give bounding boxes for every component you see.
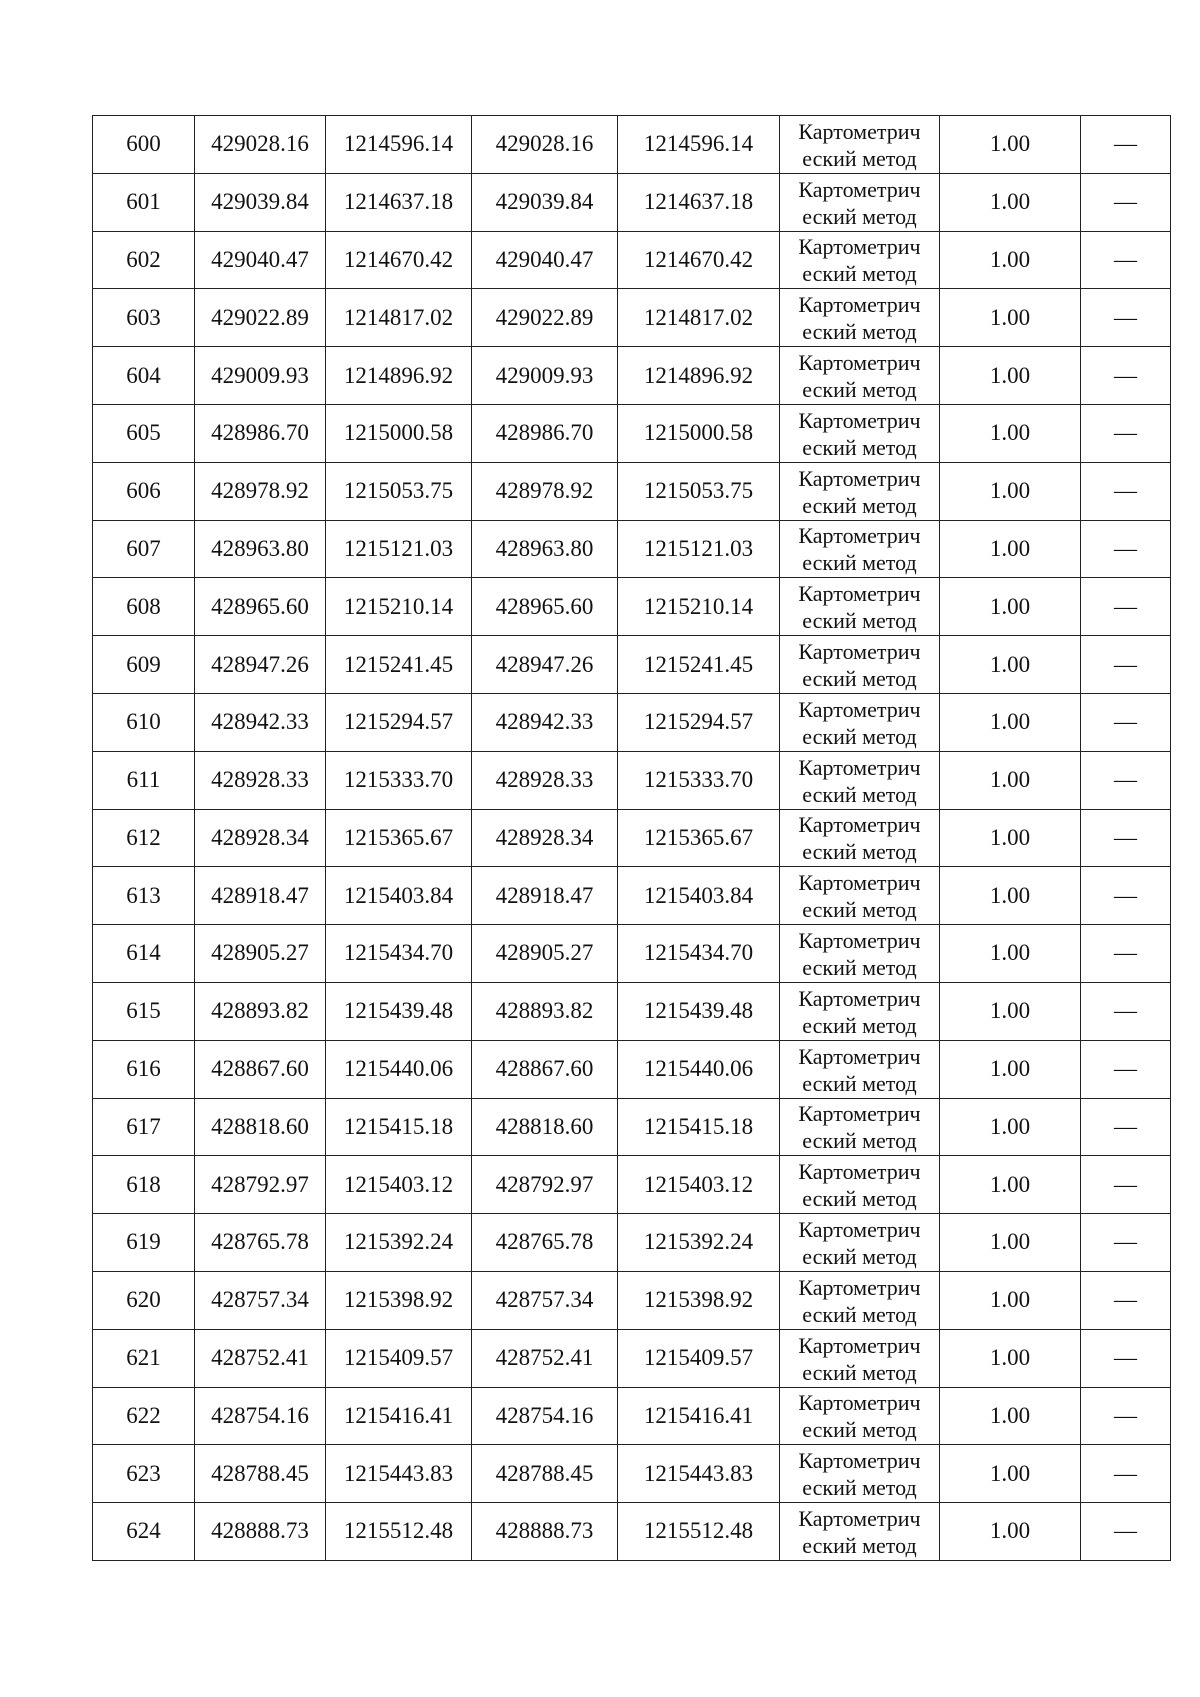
y-existing-cell: 1214817.02 xyxy=(326,289,472,347)
method-line-2: еский метод xyxy=(802,1186,917,1212)
point-number-cell: 613 xyxy=(93,867,195,925)
x-refined-cell: 428867.60 xyxy=(472,1040,618,1098)
y-existing-cell: 1214637.18 xyxy=(326,173,472,231)
method-line-1: Картометрич xyxy=(798,812,921,838)
method-cell xyxy=(780,520,940,578)
y-refined-cell: 1215294.57 xyxy=(618,693,780,751)
method-cell xyxy=(780,1271,940,1329)
method-cell xyxy=(780,462,940,520)
x-existing-cell: 428947.26 xyxy=(195,636,326,694)
note-cell: — xyxy=(1081,578,1171,636)
note-cell: — xyxy=(1081,116,1171,174)
method-line-1: Картометрич xyxy=(798,1332,921,1358)
accuracy-cell: 1.00 xyxy=(940,925,1081,983)
method-line-2: еский метод xyxy=(802,897,917,923)
accuracy-cell: 1.00 xyxy=(940,1387,1081,1445)
y-existing-cell: 1215053.75 xyxy=(326,462,472,520)
x-refined-cell: 428928.33 xyxy=(472,751,618,809)
accuracy-cell: 1.00 xyxy=(940,809,1081,867)
point-number-cell: 624 xyxy=(93,1503,195,1561)
accuracy-cell: 1.00 xyxy=(940,751,1081,809)
y-existing-cell: 1215241.45 xyxy=(326,636,472,694)
y-refined-cell: 1215403.12 xyxy=(618,1156,780,1214)
x-refined-cell: 428942.33 xyxy=(472,693,618,751)
y-refined-cell: 1215440.06 xyxy=(618,1040,780,1098)
y-refined-cell: 1215365.67 xyxy=(618,809,780,867)
method-cell xyxy=(780,982,940,1040)
note-cell: — xyxy=(1081,982,1171,1040)
x-existing-cell: 428986.70 xyxy=(195,404,326,462)
point-number-cell: 622 xyxy=(93,1387,195,1445)
table-row xyxy=(93,1329,1171,1387)
x-existing-cell: 429039.84 xyxy=(195,173,326,231)
table-row xyxy=(93,982,1171,1040)
accuracy-cell: 1.00 xyxy=(940,173,1081,231)
point-number-cell: 606 xyxy=(93,462,195,520)
table-row xyxy=(93,1445,1171,1503)
method-line-2: еский метод xyxy=(802,955,917,981)
y-refined-cell: 1215416.41 xyxy=(618,1387,780,1445)
x-refined-cell: 428754.16 xyxy=(472,1387,618,1445)
method-line-2: еский метод xyxy=(802,145,917,171)
method-line-1: Картометрич xyxy=(798,118,921,144)
y-existing-cell: 1215409.57 xyxy=(326,1329,472,1387)
table-row xyxy=(93,751,1171,809)
y-refined-cell: 1215512.48 xyxy=(618,1503,780,1561)
table-row xyxy=(93,1098,1171,1156)
x-existing-cell: 428788.45 xyxy=(195,1445,326,1503)
method-cell xyxy=(780,693,940,751)
accuracy-cell: 1.00 xyxy=(940,1329,1081,1387)
note-cell: — xyxy=(1081,231,1171,289)
note-cell: — xyxy=(1081,1098,1171,1156)
method-cell xyxy=(780,1329,940,1387)
y-existing-cell: 1215000.58 xyxy=(326,404,472,462)
note-cell: — xyxy=(1081,173,1171,231)
note-cell: — xyxy=(1081,1503,1171,1561)
x-refined-cell: 428986.70 xyxy=(472,404,618,462)
point-number-cell: 607 xyxy=(93,520,195,578)
note-cell: — xyxy=(1081,1387,1171,1445)
y-existing-cell: 1215403.84 xyxy=(326,867,472,925)
method-line-1: Картометрич xyxy=(798,1390,921,1416)
x-refined-cell: 429039.84 xyxy=(472,173,618,231)
note-cell: — xyxy=(1081,1329,1171,1387)
y-refined-cell: 1215439.48 xyxy=(618,982,780,1040)
table-row xyxy=(93,1156,1171,1214)
method-line-2: еский метод xyxy=(802,1070,917,1096)
x-existing-cell: 428752.41 xyxy=(195,1329,326,1387)
note-cell: — xyxy=(1081,1040,1171,1098)
note-cell: — xyxy=(1081,693,1171,751)
method-line-1: Картометрич xyxy=(798,465,921,491)
x-refined-cell: 428792.97 xyxy=(472,1156,618,1214)
table-row xyxy=(93,462,1171,520)
point-number-cell: 619 xyxy=(93,1214,195,1272)
method-line-2: еский метод xyxy=(802,723,917,749)
method-cell xyxy=(780,925,940,983)
x-refined-cell: 428893.82 xyxy=(472,982,618,1040)
method-line-2: еский метод xyxy=(802,1475,917,1501)
y-refined-cell: 1214637.18 xyxy=(618,173,780,231)
y-refined-cell: 1214670.42 xyxy=(618,231,780,289)
point-number-cell: 614 xyxy=(93,925,195,983)
note-cell: — xyxy=(1081,462,1171,520)
y-existing-cell: 1215439.48 xyxy=(326,982,472,1040)
y-existing-cell: 1215294.57 xyxy=(326,693,472,751)
note-cell: — xyxy=(1081,1156,1171,1214)
accuracy-cell: 1.00 xyxy=(940,520,1081,578)
table-row xyxy=(93,520,1171,578)
method-line-2: еский метод xyxy=(802,1417,917,1443)
point-number-cell: 604 xyxy=(93,347,195,405)
y-refined-cell: 1215053.75 xyxy=(618,462,780,520)
point-number-cell: 605 xyxy=(93,404,195,462)
point-number-cell: 603 xyxy=(93,289,195,347)
method-line-1: Картометрич xyxy=(798,407,921,433)
table-row xyxy=(93,1503,1171,1561)
y-refined-cell: 1215121.03 xyxy=(618,520,780,578)
y-existing-cell: 1214896.92 xyxy=(326,347,472,405)
x-refined-cell: 428818.60 xyxy=(472,1098,618,1156)
method-cell xyxy=(780,1445,940,1503)
y-existing-cell: 1215392.24 xyxy=(326,1214,472,1272)
y-existing-cell: 1214670.42 xyxy=(326,231,472,289)
x-existing-cell: 428905.27 xyxy=(195,925,326,983)
table-row xyxy=(93,1040,1171,1098)
method-cell xyxy=(780,173,940,231)
method-line-2: еский метод xyxy=(802,261,917,287)
y-refined-cell: 1215415.18 xyxy=(618,1098,780,1156)
method-cell xyxy=(780,1214,940,1272)
method-cell xyxy=(780,289,940,347)
x-existing-cell: 428942.33 xyxy=(195,693,326,751)
table-row xyxy=(93,231,1171,289)
y-existing-cell: 1215443.83 xyxy=(326,1445,472,1503)
coordinates-table xyxy=(92,115,1171,1561)
accuracy-cell: 1.00 xyxy=(940,347,1081,405)
method-cell xyxy=(780,347,940,405)
method-line-1: Картометрич xyxy=(798,523,921,549)
method-line-1: Картометрич xyxy=(798,1159,921,1185)
method-line-2: еский метод xyxy=(802,377,917,403)
point-number-cell: 600 xyxy=(93,116,195,174)
y-refined-cell: 1215434.70 xyxy=(618,925,780,983)
x-refined-cell: 428752.41 xyxy=(472,1329,618,1387)
method-line-1: Картометрич xyxy=(798,1506,921,1532)
accuracy-cell: 1.00 xyxy=(940,1445,1081,1503)
x-existing-cell: 428963.80 xyxy=(195,520,326,578)
y-refined-cell: 1215409.57 xyxy=(618,1329,780,1387)
y-existing-cell: 1215121.03 xyxy=(326,520,472,578)
x-refined-cell: 429028.16 xyxy=(472,116,618,174)
y-existing-cell: 1215415.18 xyxy=(326,1098,472,1156)
point-number-cell: 609 xyxy=(93,636,195,694)
y-refined-cell: 1215443.83 xyxy=(618,1445,780,1503)
note-cell: — xyxy=(1081,1214,1171,1272)
method-line-2: еский метод xyxy=(802,781,917,807)
method-cell xyxy=(780,636,940,694)
x-refined-cell: 428788.45 xyxy=(472,1445,618,1503)
point-number-cell: 610 xyxy=(93,693,195,751)
method-line-2: еский метод xyxy=(802,1244,917,1270)
x-refined-cell: 428963.80 xyxy=(472,520,618,578)
method-line-1: Картометрич xyxy=(798,234,921,260)
note-cell: — xyxy=(1081,636,1171,694)
x-refined-cell: 428918.47 xyxy=(472,867,618,925)
table-row xyxy=(93,404,1171,462)
method-cell xyxy=(780,116,940,174)
y-existing-cell: 1215440.06 xyxy=(326,1040,472,1098)
y-existing-cell: 1215434.70 xyxy=(326,925,472,983)
note-cell: — xyxy=(1081,1271,1171,1329)
x-existing-cell: 428928.34 xyxy=(195,809,326,867)
y-existing-cell: 1215210.14 xyxy=(326,578,472,636)
x-existing-cell: 428754.16 xyxy=(195,1387,326,1445)
accuracy-cell: 1.00 xyxy=(940,578,1081,636)
method-line-1: Картометрич xyxy=(798,1043,921,1069)
point-number-cell: 620 xyxy=(93,1271,195,1329)
x-existing-cell: 428888.73 xyxy=(195,1503,326,1561)
method-line-1: Картометрич xyxy=(798,581,921,607)
method-line-1: Картометрич xyxy=(798,985,921,1011)
table-row xyxy=(93,173,1171,231)
x-existing-cell: 428867.60 xyxy=(195,1040,326,1098)
table-row xyxy=(93,809,1171,867)
method-line-1: Картометрич xyxy=(798,1217,921,1243)
method-line-1: Картометрич xyxy=(798,639,921,665)
x-existing-cell: 429040.47 xyxy=(195,231,326,289)
y-refined-cell: 1214896.92 xyxy=(618,347,780,405)
method-line-1: Картометрич xyxy=(798,696,921,722)
method-line-2: еский метод xyxy=(802,550,917,576)
point-number-cell: 616 xyxy=(93,1040,195,1098)
x-refined-cell: 428965.60 xyxy=(472,578,618,636)
table-row xyxy=(93,925,1171,983)
accuracy-cell: 1.00 xyxy=(940,636,1081,694)
method-line-2: еский метод xyxy=(802,1128,917,1154)
y-refined-cell: 1215333.70 xyxy=(618,751,780,809)
method-line-1: Картометрич xyxy=(798,1101,921,1127)
y-refined-cell: 1214817.02 xyxy=(618,289,780,347)
x-refined-cell: 429040.47 xyxy=(472,231,618,289)
method-line-2: еский метод xyxy=(802,319,917,345)
method-line-1: Картометрич xyxy=(798,292,921,318)
method-cell xyxy=(780,809,940,867)
x-existing-cell: 429009.93 xyxy=(195,347,326,405)
x-refined-cell: 428888.73 xyxy=(472,1503,618,1561)
note-cell: — xyxy=(1081,809,1171,867)
method-cell xyxy=(780,404,940,462)
method-cell xyxy=(780,1156,940,1214)
method-line-1: Картометрич xyxy=(798,350,921,376)
method-cell xyxy=(780,231,940,289)
method-cell xyxy=(780,578,940,636)
point-number-cell: 615 xyxy=(93,982,195,1040)
point-number-cell: 611 xyxy=(93,751,195,809)
accuracy-cell: 1.00 xyxy=(940,116,1081,174)
y-existing-cell: 1215365.67 xyxy=(326,809,472,867)
x-refined-cell: 428905.27 xyxy=(472,925,618,983)
x-refined-cell: 428757.34 xyxy=(472,1271,618,1329)
y-existing-cell: 1215416.41 xyxy=(326,1387,472,1445)
x-existing-cell: 428818.60 xyxy=(195,1098,326,1156)
x-existing-cell: 428893.82 xyxy=(195,982,326,1040)
method-line-1: Картометрич xyxy=(798,1274,921,1300)
x-refined-cell: 429022.89 xyxy=(472,289,618,347)
x-existing-cell: 428978.92 xyxy=(195,462,326,520)
x-refined-cell: 428928.34 xyxy=(472,809,618,867)
method-line-2: еский метод xyxy=(802,434,917,460)
method-cell xyxy=(780,1040,940,1098)
note-cell: — xyxy=(1081,520,1171,578)
table-row xyxy=(93,867,1171,925)
method-line-2: еский метод xyxy=(802,492,917,518)
method-cell xyxy=(780,1503,940,1561)
y-refined-cell: 1215000.58 xyxy=(618,404,780,462)
accuracy-cell: 1.00 xyxy=(940,1098,1081,1156)
method-line-2: еский метод xyxy=(802,1012,917,1038)
y-refined-cell: 1215210.14 xyxy=(618,578,780,636)
note-cell: — xyxy=(1081,1445,1171,1503)
x-refined-cell: 428947.26 xyxy=(472,636,618,694)
accuracy-cell: 1.00 xyxy=(940,1503,1081,1561)
accuracy-cell: 1.00 xyxy=(940,231,1081,289)
y-refined-cell: 1215398.92 xyxy=(618,1271,780,1329)
method-line-1: Картометрич xyxy=(798,870,921,896)
method-line-2: еский метод xyxy=(802,1533,917,1559)
method-cell xyxy=(780,1387,940,1445)
method-cell xyxy=(780,1098,940,1156)
method-line-2: еский метод xyxy=(802,1301,917,1327)
accuracy-cell: 1.00 xyxy=(940,404,1081,462)
note-cell: — xyxy=(1081,925,1171,983)
point-number-cell: 618 xyxy=(93,1156,195,1214)
note-cell: — xyxy=(1081,289,1171,347)
y-existing-cell: 1215333.70 xyxy=(326,751,472,809)
table-body xyxy=(93,116,1171,1561)
table-row xyxy=(93,116,1171,174)
accuracy-cell: 1.00 xyxy=(940,462,1081,520)
method-line-2: еский метод xyxy=(802,608,917,634)
x-existing-cell: 429022.89 xyxy=(195,289,326,347)
y-existing-cell: 1214596.14 xyxy=(326,116,472,174)
x-refined-cell: 428765.78 xyxy=(472,1214,618,1272)
point-number-cell: 612 xyxy=(93,809,195,867)
point-number-cell: 608 xyxy=(93,578,195,636)
x-existing-cell: 428765.78 xyxy=(195,1214,326,1272)
x-refined-cell: 429009.93 xyxy=(472,347,618,405)
table-row xyxy=(93,1271,1171,1329)
y-existing-cell: 1215512.48 xyxy=(326,1503,472,1561)
note-cell: — xyxy=(1081,347,1171,405)
method-line-2: еский метод xyxy=(802,666,917,692)
x-existing-cell: 428792.97 xyxy=(195,1156,326,1214)
accuracy-cell: 1.00 xyxy=(940,1156,1081,1214)
y-existing-cell: 1215398.92 xyxy=(326,1271,472,1329)
point-number-cell: 617 xyxy=(93,1098,195,1156)
x-existing-cell: 428965.60 xyxy=(195,578,326,636)
note-cell: — xyxy=(1081,404,1171,462)
table-row xyxy=(93,289,1171,347)
accuracy-cell: 1.00 xyxy=(940,693,1081,751)
point-number-cell: 601 xyxy=(93,173,195,231)
method-cell xyxy=(780,867,940,925)
x-existing-cell: 428928.33 xyxy=(195,751,326,809)
method-line-1: Картометрич xyxy=(798,928,921,954)
method-line-2: еский метод xyxy=(802,839,917,865)
table-row xyxy=(93,578,1171,636)
table-row xyxy=(93,1387,1171,1445)
y-refined-cell: 1215403.84 xyxy=(618,867,780,925)
table-row xyxy=(93,1214,1171,1272)
note-cell: — xyxy=(1081,751,1171,809)
method-line-1: Картометрич xyxy=(798,754,921,780)
method-line-1: Картометрич xyxy=(798,176,921,202)
method-cell xyxy=(780,751,940,809)
x-existing-cell: 428757.34 xyxy=(195,1271,326,1329)
accuracy-cell: 1.00 xyxy=(940,982,1081,1040)
x-refined-cell: 428978.92 xyxy=(472,462,618,520)
x-existing-cell: 429028.16 xyxy=(195,116,326,174)
accuracy-cell: 1.00 xyxy=(940,1214,1081,1272)
y-existing-cell: 1215403.12 xyxy=(326,1156,472,1214)
method-line-1: Картометрич xyxy=(798,1448,921,1474)
accuracy-cell: 1.00 xyxy=(940,1271,1081,1329)
table-row xyxy=(93,347,1171,405)
point-number-cell: 602 xyxy=(93,231,195,289)
point-number-cell: 623 xyxy=(93,1445,195,1503)
x-existing-cell: 428918.47 xyxy=(195,867,326,925)
method-line-2: еский метод xyxy=(802,1359,917,1385)
table-row xyxy=(93,636,1171,694)
note-cell: — xyxy=(1081,867,1171,925)
point-number-cell: 621 xyxy=(93,1329,195,1387)
accuracy-cell: 1.00 xyxy=(940,867,1081,925)
table-row xyxy=(93,693,1171,751)
y-refined-cell: 1215392.24 xyxy=(618,1214,780,1272)
method-line-2: еский метод xyxy=(802,203,917,229)
accuracy-cell: 1.00 xyxy=(940,289,1081,347)
y-refined-cell: 1214596.14 xyxy=(618,116,780,174)
accuracy-cell: 1.00 xyxy=(940,1040,1081,1098)
y-refined-cell: 1215241.45 xyxy=(618,636,780,694)
